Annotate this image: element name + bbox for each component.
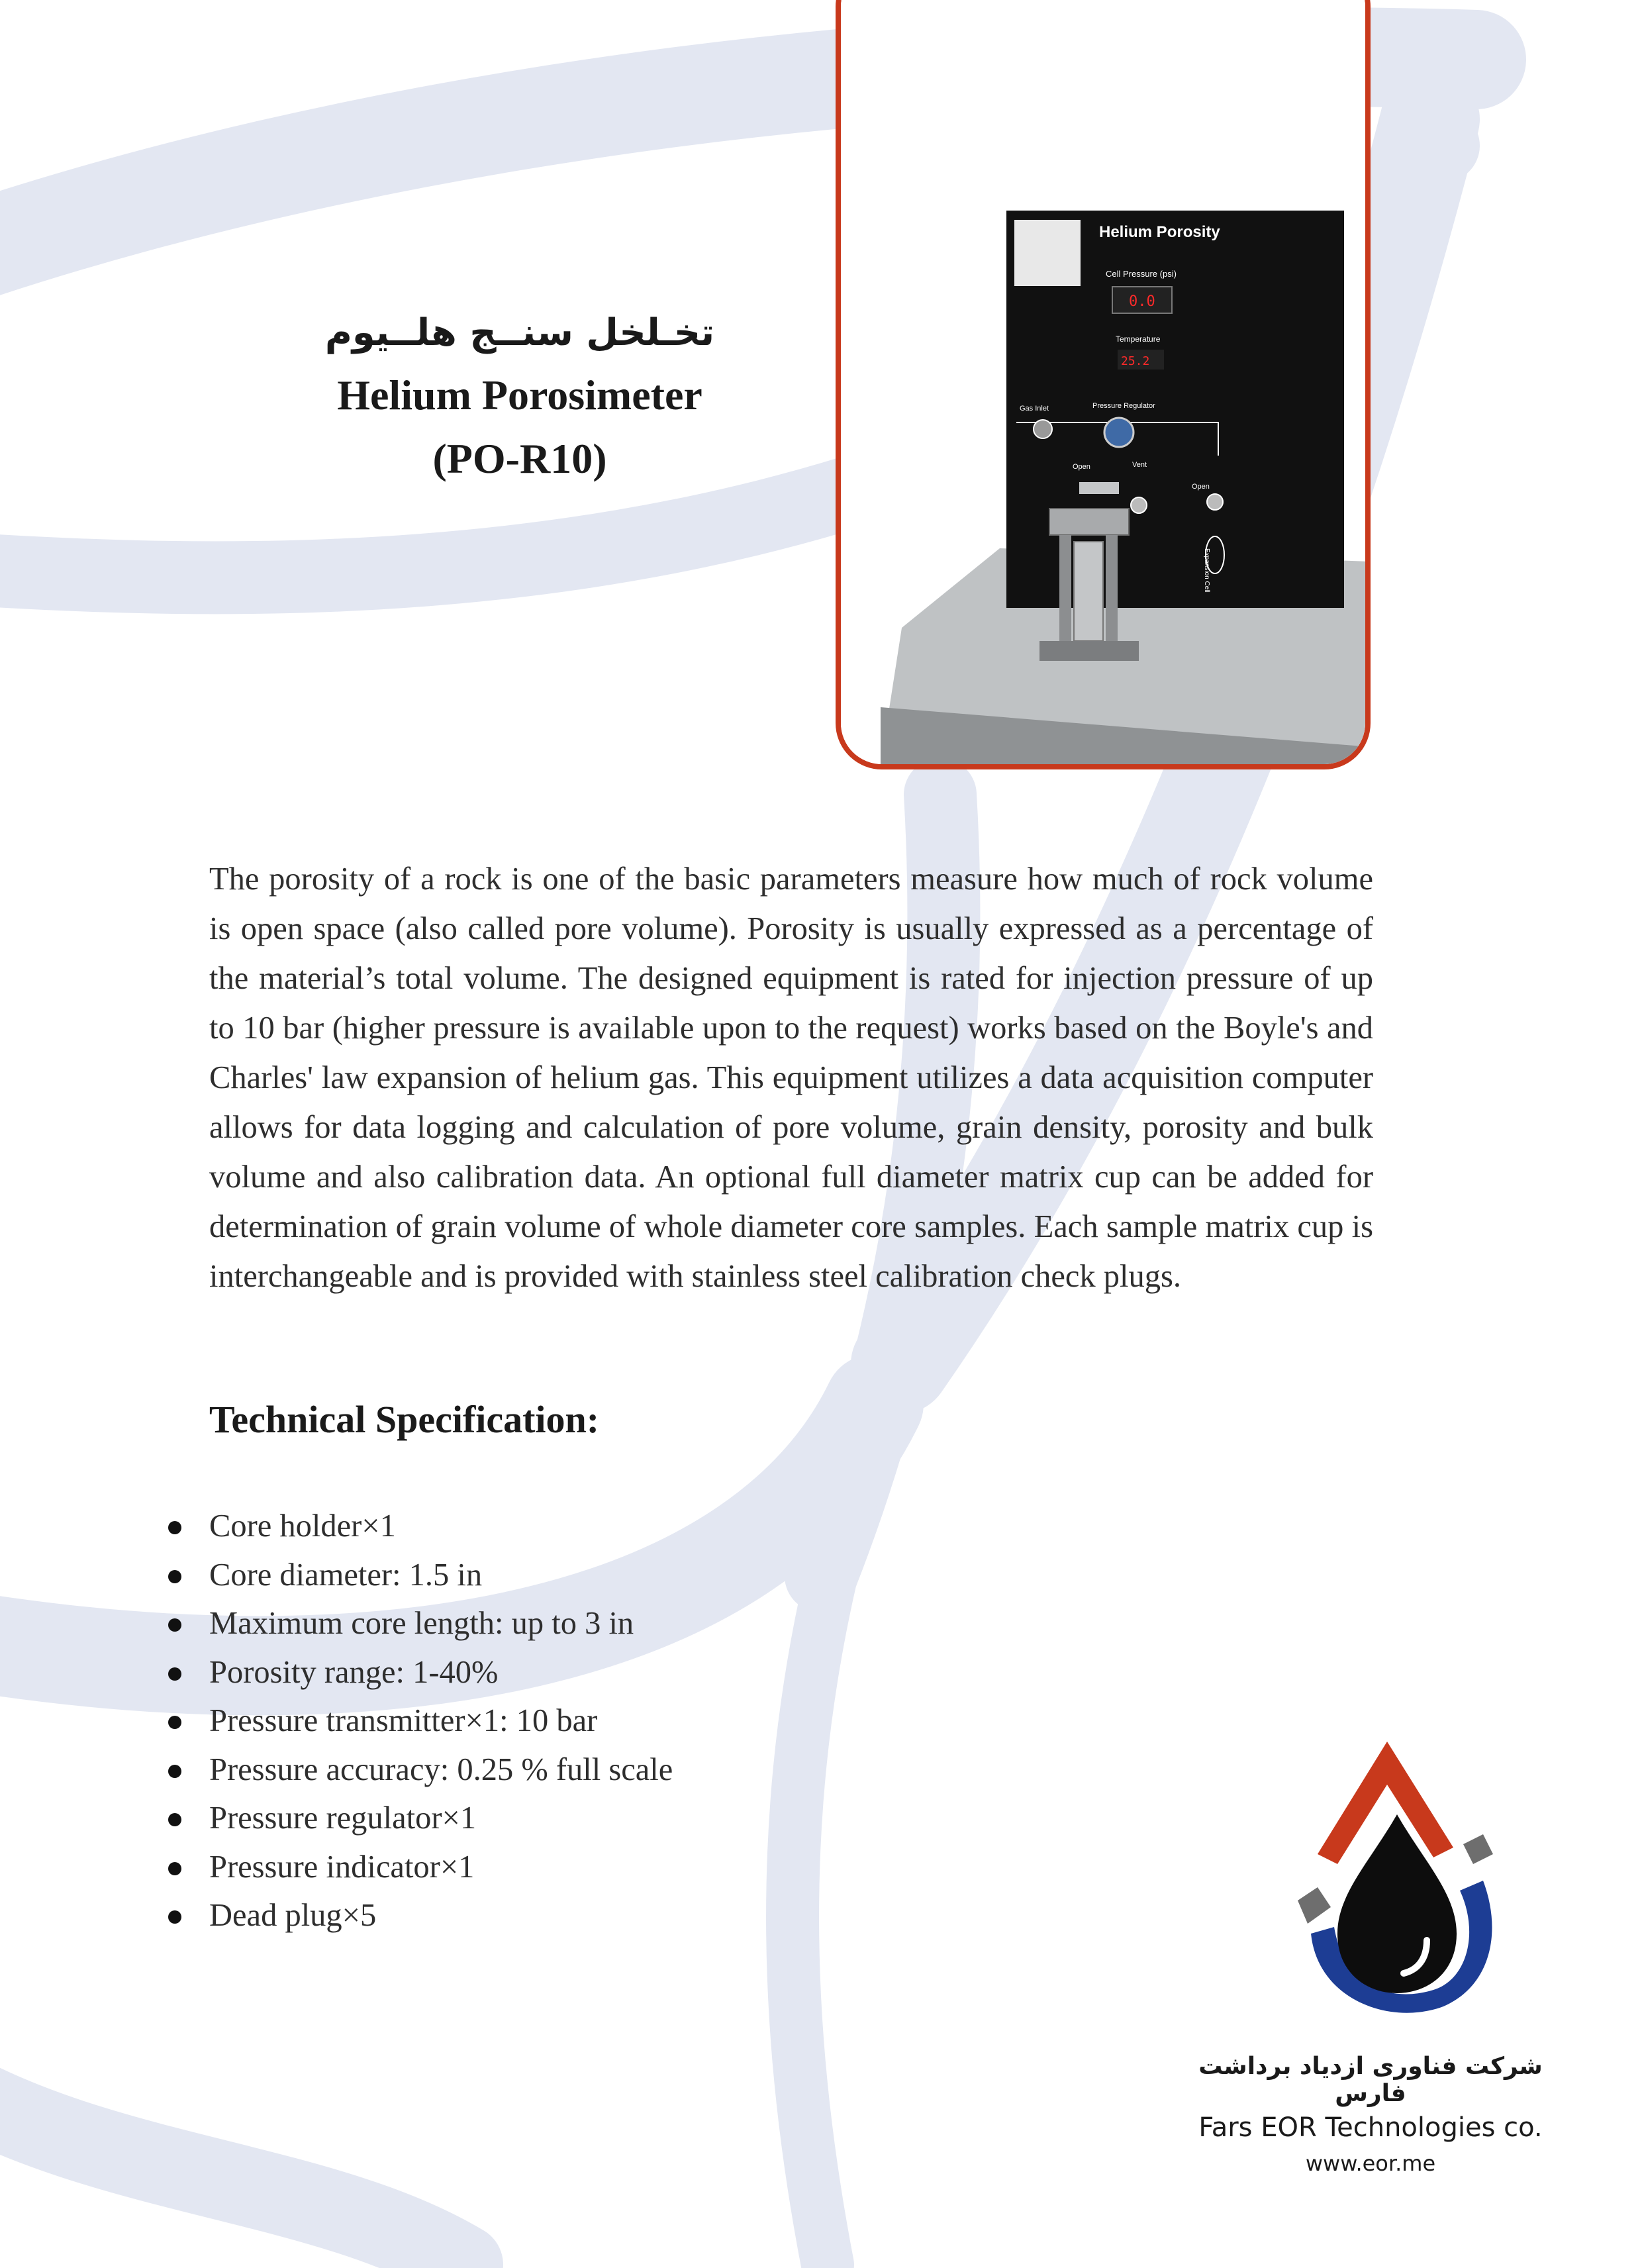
company-website: www.eor.me	[1305, 2151, 1436, 2176]
bullet-icon	[168, 1765, 181, 1778]
gas-inlet-label: Gas Inlet	[1020, 405, 1049, 413]
spec-item: Core holder×1	[166, 1502, 673, 1551]
core-holder-handle	[1079, 482, 1119, 494]
spec-list	[166, 1502, 673, 1940]
spec-item: Pressure regulator×1	[166, 1794, 673, 1843]
spec-item: Dead plug×5	[166, 1891, 673, 1940]
label-sticker	[1014, 220, 1081, 286]
core-holder-base	[1039, 641, 1139, 661]
open-label-1: Open	[1073, 463, 1090, 471]
title-english: Helium Porosimeter	[337, 371, 702, 419]
gas-inlet-knob	[1034, 420, 1052, 438]
description	[209, 854, 1373, 1301]
company-name-persian: شرکت فناوری ازدیاد برداشت فارس	[1198, 2053, 1543, 2107]
bullet-icon	[168, 1862, 181, 1875]
vent-valve	[1131, 497, 1147, 513]
open-valve	[1207, 494, 1223, 510]
panel-title: Helium Porosity	[1099, 223, 1220, 241]
pressure-regulator-label: Pressure Regulator	[1092, 402, 1155, 410]
spec-item: Pressure indicator×1	[166, 1843, 673, 1892]
core-holder-rod-left	[1059, 535, 1071, 648]
title-block	[252, 311, 788, 491]
spec-item: Maximum core length: up to 3 in	[166, 1599, 673, 1648]
bullet-icon	[168, 1813, 181, 1826]
cell-pressure-value: 0.0	[1129, 293, 1155, 310]
company-name-english: Fars EOR Technologies co.	[1198, 2112, 1543, 2143]
bullet-icon	[168, 1521, 181, 1534]
spec-item: Pressure accuracy: 0.25 % full scale	[166, 1746, 673, 1795]
bullet-icon	[168, 1618, 181, 1632]
temperature-value: 25.2	[1121, 354, 1150, 368]
spec-item: Porosity range: 1-40%	[166, 1648, 673, 1697]
regulator-knob	[1104, 418, 1134, 447]
core-holder-top	[1049, 509, 1129, 535]
model-number: (PO-R10)	[432, 435, 607, 482]
cell-pressure-label: Cell Pressure (psi)	[1106, 269, 1177, 279]
description-text: The porosity of a rock is one of the basic parameters measure how much of rock volume is open space (also called pore volume). Porosity is usually expressed as a percentage of the material’s total volume. The designed equipment is rated for injection pressure of up to 10 bar (higher pressure is available upon to the request) works based on the Boyle's and Charles' law expansion of helium gas. This equipment utilizes a data acquisition computer allows for data logging and calculation of pore volume, grain density, porosity and bulk volume and also calibration data. An optional full diameter matrix cup can be added for determination of grain volume of whole diameter core samples. Each sample matrix cup is interchangeable and is provided with stainless steel calibration check plugs.	[209, 862, 1373, 1294]
product-photo-frame	[836, 0, 1371, 769]
core-holder-body	[1074, 542, 1103, 641]
vent-label: Vent	[1132, 461, 1147, 469]
company-info	[1172, 2053, 1569, 2176]
spec-heading: Technical Specification:	[209, 1398, 600, 1441]
expansion-cell-label: Expansion Cell	[1203, 548, 1210, 593]
bullet-icon	[168, 1667, 181, 1681]
bullet-icon	[168, 1910, 181, 1924]
bullet-icon	[168, 1716, 181, 1729]
spec-item: Core diameter: 1.5 in	[166, 1551, 673, 1600]
temperature-label: Temperature	[1116, 334, 1161, 344]
title-persian: تخـلخل سنــج هلــیوم	[324, 311, 715, 354]
bullet-icon	[168, 1570, 181, 1583]
product-photo	[841, 0, 1365, 764]
core-holder-rod-right	[1106, 535, 1118, 648]
open-label-2: Open	[1192, 483, 1210, 491]
spec-item: Pressure transmitter×1: 10 bar	[166, 1697, 673, 1746]
company-logo-icon	[1291, 1735, 1503, 2026]
